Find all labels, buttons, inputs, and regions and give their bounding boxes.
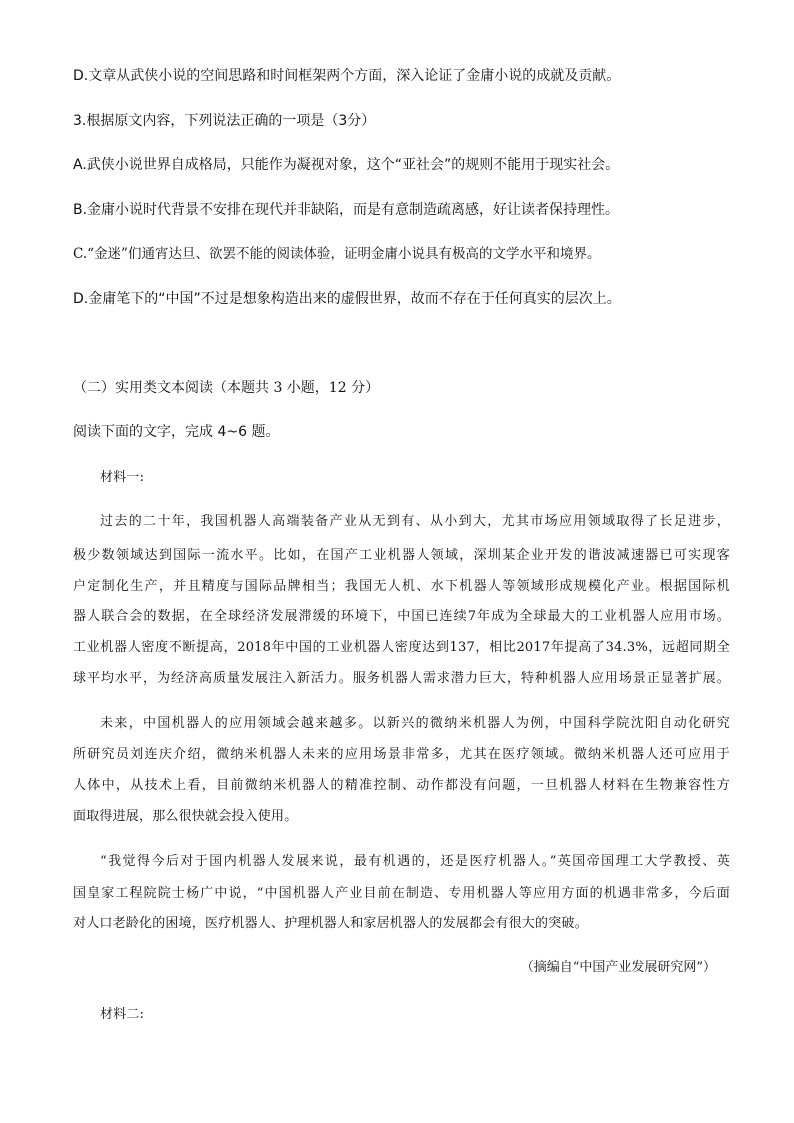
source-citation: （摘编自“中国产业发展研究网”） [520, 960, 716, 975]
para3-line: 国皇家工程院院士杨广中说，“中国机器人产业目前在制造、专用机器人等应用方面的机遇非常多，今后面 [73, 886, 730, 901]
question-3-option-a: A.武侠小说世界自成格局，只能作为凝视对象，这个“亚社会”的规则不能用于现实社会。 [73, 157, 620, 173]
para1-line: 过去的二十年，我国机器人高端装备产业从无到有、从小到大，尤其市场应用领域取得了长足进步， [100, 514, 730, 529]
para2-line: 人体中，从技术上看，目前微纳米机器人的精准控制、动作都没有问题，一旦机器人材料在生物兼容性方 [73, 778, 730, 793]
question-3-option-b: B.金庸小说时代背景不安排在现代并非缺陷，而是有意制造疏离感，好让读者保持理性。 [73, 202, 620, 218]
para2-line: 面取得进展，那么很快就会投入使用。 [73, 809, 298, 824]
para2-line: 未来，中国机器人的应用领域会越来越多。以新兴的微纳米机器人为例，中国科学院沈阳自动化研究 [100, 716, 730, 731]
para1-line: 器人联合会的数据，在全球经济发展滞缓的环境下，中国已连续7年成为全球最大的工业机器人应用市场。 [73, 609, 730, 624]
reading-instruction: 阅读下面的文字，完成 4~6 题。 [73, 424, 280, 440]
question-3-option-d: D.金庸笔下的“中国”不过是想象构造出来的虚假世界，故而不存在于任何真实的层次上。 [73, 291, 621, 307]
para1-line: 球平均水平，为经济高质量发展注入新活力。服务机器人需求潜力巨大，特种机器人应用场景正显著扩展。 [73, 671, 730, 686]
para2-line: 所研究员刘连庆介绍，微纳米机器人未来的应用场景非常多，尤其在医疗领域。微纳米机器人还可应用于 [73, 747, 730, 762]
material-1-label: 材料一: [100, 470, 145, 485]
para1-line: 户定制化生产，并且精度与国际品牌相当；我国无人机、水下机器人等领域形成规模化产业。根据国际机 [73, 579, 730, 594]
material-2-label: 材料二: [100, 1007, 145, 1022]
section-title: （二）实用类文本阅读（本题共 3 小题，12 分） [73, 380, 380, 396]
para3-line: “我觉得今后对于国内机器人发展来说，最有机遇的，还是医疗机器人。”英国帝国理工大学教授、英 [100, 854, 730, 869]
option-d-previous-question: D.文章从武侠小说的空间思路和时间框架两个方面，深入论证了金庸小说的成就及贡献。 [73, 68, 621, 84]
para3-line: 对人口老龄化的困境，医疗机器人、护理机器人和家居机器人的发展都会有很大的突破。 [73, 916, 588, 931]
para1-line: 极少数领域达到国际一流水平。比如，在国产工业机器人领域，深圳某企业开发的谐波减速器已可实现客 [73, 548, 730, 563]
question-3-stem: 3.根据原文内容，下列说法正确的一项是（3分） [73, 113, 376, 129]
para1-line: 工业机器人密度不断提高，2018年中国的工业机器人密度达到137，相比2017年提高了34.3%，远超同期全 [73, 640, 730, 655]
question-3-option-c: C.“金迷”们通宵达旦、欲罢不能的阅读体验，证明金庸小说具有极高的文学水平和境界。 [73, 246, 601, 262]
